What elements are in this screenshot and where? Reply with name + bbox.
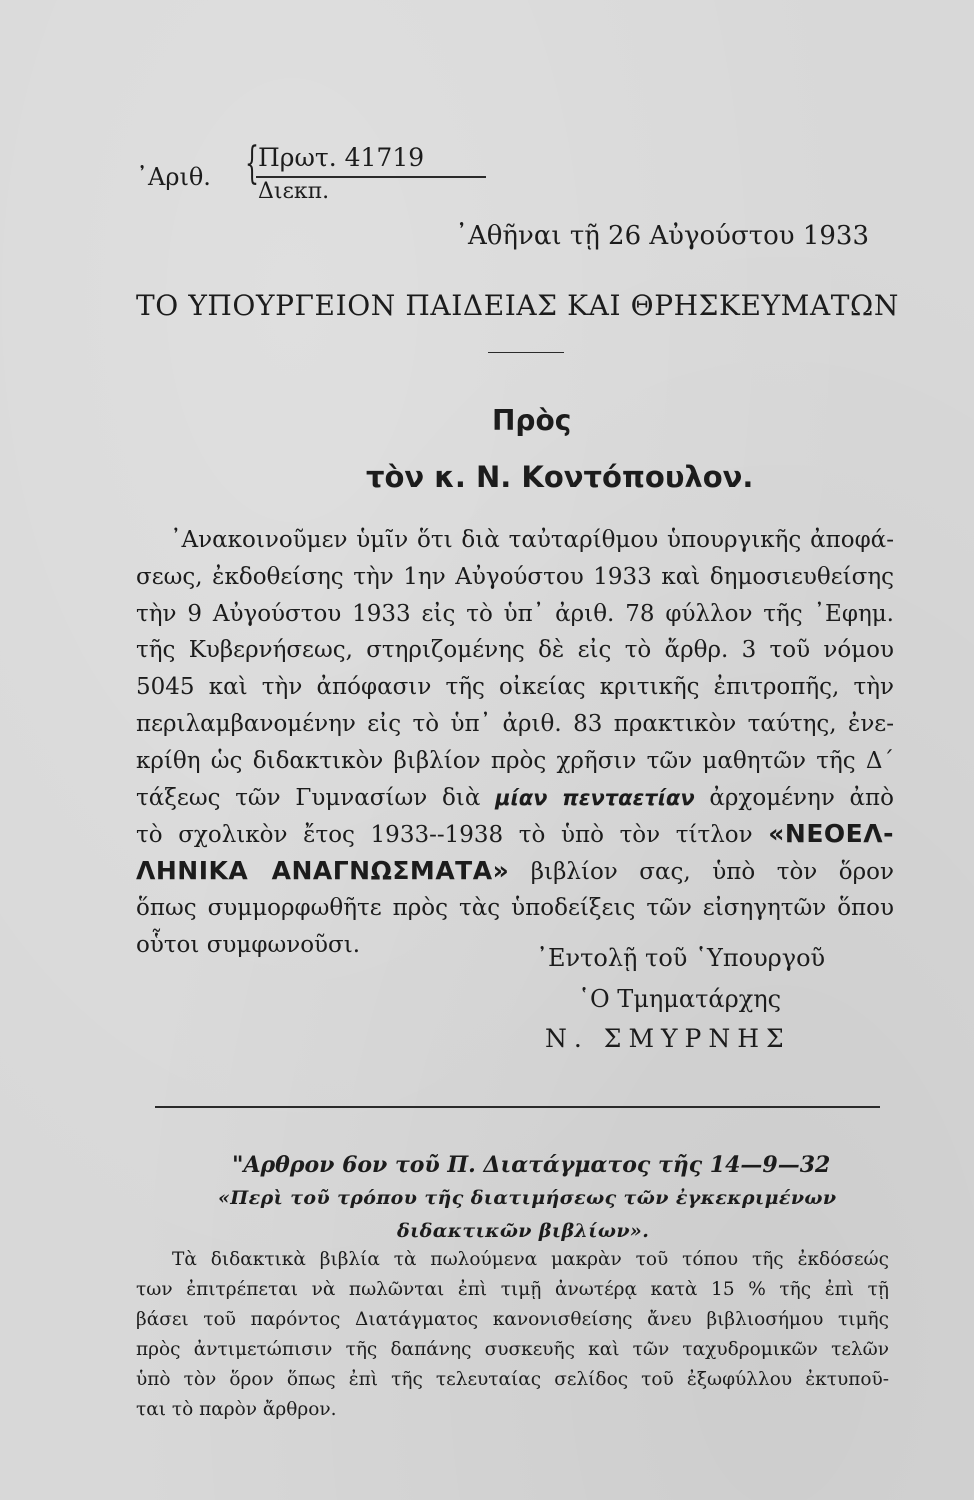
body-segment: βιβλίον σας, ὑπὸ τὸν ὅρον	[530, 859, 895, 886]
ministry-heading: ΤΟ ΥΠΟΥΡΓΕΙΟΝ ΠΑΙΔΕΙΑΣ ΚΑΙ ΘΡΗΣΚΕΥΜΑΤΩΝ	[136, 289, 899, 322]
body-line: 5045 καὶ τὴν ἀπόφασιν τῆς οἰκείας κριτικῆς ἐπιτροπῆς, τὴν	[136, 674, 894, 701]
book-title-part2: ΛΗΝΙΚΑ ΑΝΑΓΝΩΣΜΑΤΑ»	[136, 856, 510, 886]
article-line: των ἐπιτρέπεται νὰ πωλῶνται ἐπὶ τιμῇ ἀνωτέρᾳ κατὰ 15 % τῆς ἐπὶ τῇ	[136, 1279, 889, 1300]
body-line	[136, 780, 894, 817]
body-line: περιλαμβανομένην εἰς τὸ ὑπ᾿ ἀριθ. 83 πρακτικὸν ταύτης, ἐνε-	[136, 710, 894, 737]
signature-name: Ν. ΣΜΥΡΝΗΣ	[545, 1024, 791, 1053]
body-segment: ἀρχομένην ἀπὸ	[709, 784, 895, 811]
reference-label: ᾿Αριθ.	[136, 163, 211, 191]
date-line: ᾿Αθῆναι τῇ 26 Αὐγούστου 1933	[455, 221, 870, 251]
signature-title: ῾Ο Τμηματάρχης	[578, 985, 782, 1013]
signature-mandate: ᾿Εντολῇ τοῦ ῾Υπουργοῦ	[536, 944, 826, 972]
article-line: ὑπὸ τὸν ὅρον ὅπως ἐπὶ τῆς τελευταίας σελίδος τοῦ ἐξωφύλλου ἐκτυποῦ-	[136, 1369, 889, 1390]
article-subheading-end: διδακτικῶν βιβλίων».	[397, 1220, 650, 1242]
body-line: κρίθη ὡς διδακτικὸν βιβλίον πρὸς χρῆσιν τῶν μαθητῶν τῆς Δ´	[136, 747, 894, 774]
body-line: ᾿Ανακοινοῦμεν ὑμῖν ὅτι διὰ ταὐταρίθμου ὑπουργικῆς ἀποφά-	[170, 527, 894, 553]
body-segment: τάξεως τῶν Γυμνασίων διὰ	[136, 784, 481, 811]
body-line: ὅπως συμμορφωθῆτε πρὸς τὰς ὑποδείξεις τῶν εἰσηγητῶν ὅπου	[136, 894, 894, 921]
body-line: σεως, ἐκδοθείσης τὴν 1ην Αὐγούστου 1933 καὶ δημοσιευθείσης	[136, 563, 894, 590]
section-divider	[155, 1106, 880, 1108]
dispatch-label: Διεκπ.	[258, 179, 330, 204]
body-segment: τὸ σχολικὸν ἔτος 1933--1938 τὸ ὑπὸ τὸν τίτλον	[136, 822, 753, 849]
book-title-part1: «ΝΕΟΕΛ-	[768, 819, 894, 849]
letter-body	[136, 522, 894, 964]
article-heading: "Αρθρον 6ον τοῦ Π. Διατάγματος τῆς 14—9—32	[232, 1152, 831, 1178]
body-line	[136, 816, 894, 853]
emphasis-five-years: μίαν πενταετίαν	[495, 785, 695, 810]
article-text	[136, 1245, 889, 1425]
heading-divider	[488, 352, 564, 353]
reference-divider	[256, 176, 486, 178]
article-line: ται τὸ παρὸν ἄρθρον.	[136, 1399, 337, 1420]
addressee-name: τὸν κ. Ν. Κοντόπουλον.	[366, 460, 754, 494]
body-line: τῆς Κυβερνήσεως, στηριζομένης δὲ εἰς τὸ ἄρθρ. 3 τοῦ νόμου	[136, 637, 894, 664]
reference-brace: {	[245, 138, 259, 189]
addressee-to: Πρὸς	[492, 404, 572, 437]
article-subheading: «Περὶ τοῦ τρόπου τῆς διατιμήσεως τῶν ἐγκεκριμένων	[218, 1187, 837, 1209]
body-line	[136, 853, 894, 890]
protocol-number: Πρωτ. 41719	[258, 143, 425, 172]
article-line: βάσει τοῦ παρόντος Διατάγματος κανονισθείσης ἄνευ βιβλιοσήμου τιμῆς	[136, 1309, 889, 1330]
article-line: Τὰ διδακτικὰ βιβλία τὰ πωλούμενα μακρὰν τοῦ τόπου τῆς ἐκδόσεώς	[172, 1249, 889, 1270]
article-line: πρὸς ἀντιμετώπισιν τῆς δαπάνης συσκευῆς καὶ τῶν ταχυδρομικῶν τελῶν	[136, 1339, 889, 1360]
body-line: οὗτοι συμφωνοῦσι.	[136, 931, 361, 958]
body-line: τὴν 9 Αὐγούστου 1933 εἰς τὸ ὑπ᾿ ἀριθ. 78 φύλλον τῆς ᾿Εφημ.	[136, 600, 894, 627]
